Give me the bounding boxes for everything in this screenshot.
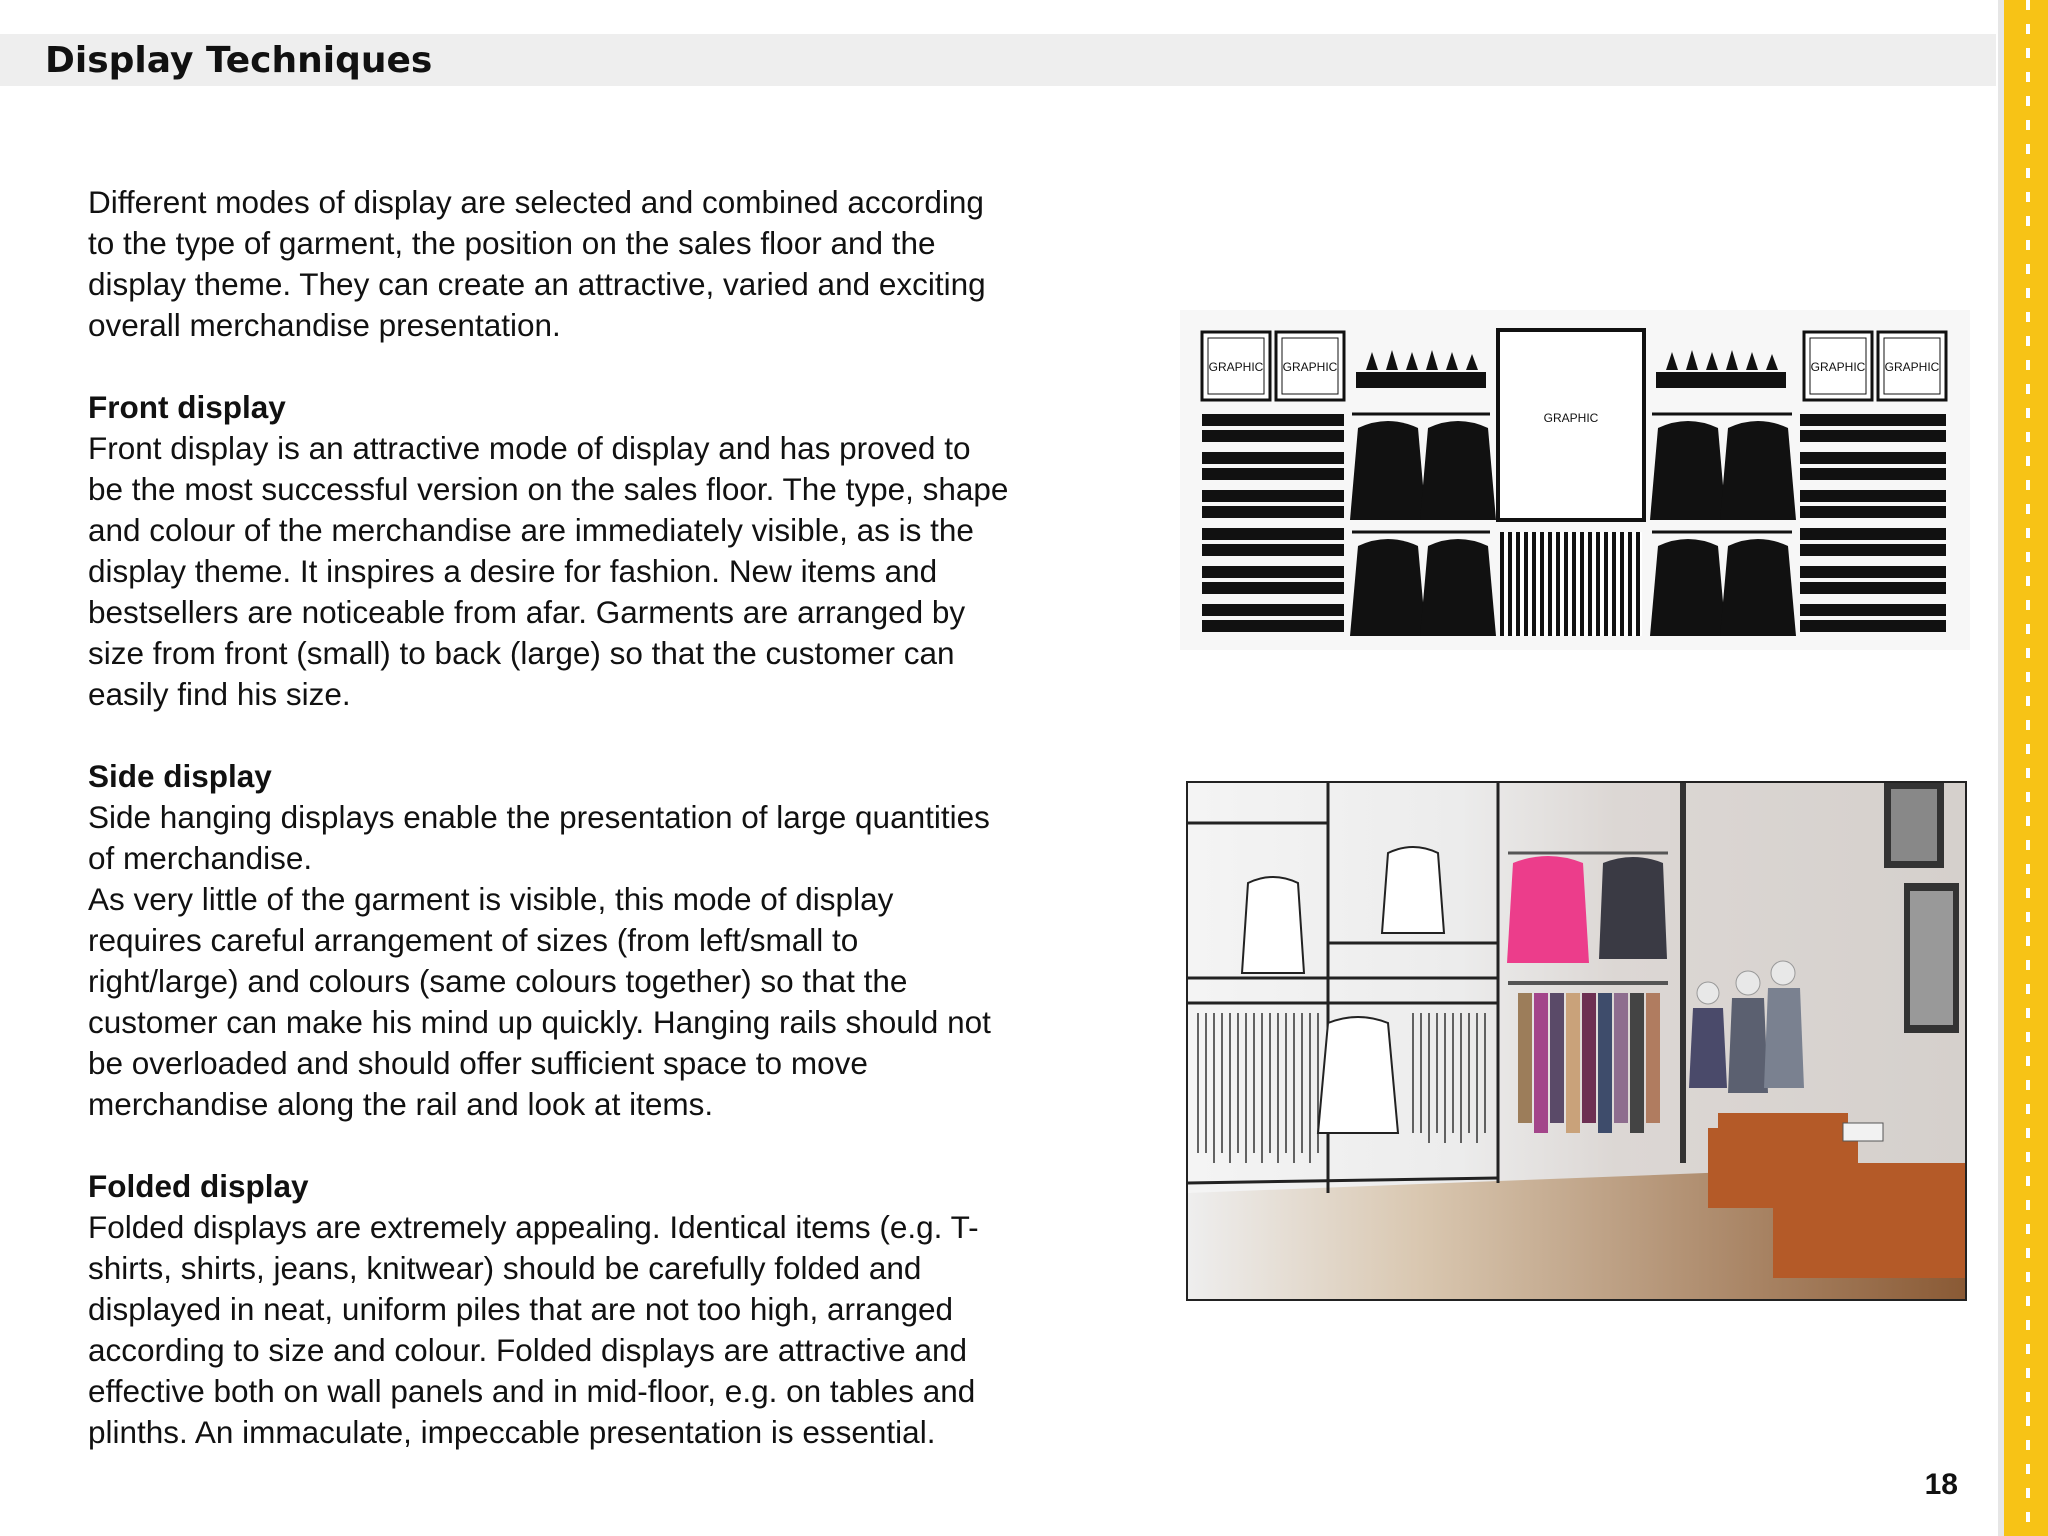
store-interior-image [1186, 781, 1967, 1301]
intro-line: display theme. They can create an attractive, varied and exciting [88, 266, 986, 302]
front-display-illustration [1180, 310, 1970, 650]
front-display-line: easily find his size. [88, 676, 351, 712]
side-display-line: Side hanging displays enable the presentation of large quantities [88, 799, 990, 835]
front-display-line: be the most successful version on the sales floor. The type, shape [88, 471, 1009, 507]
page-title: Display Techniques [45, 40, 433, 81]
stripe-dashes [2026, 0, 2030, 1536]
side-display-heading: Side display [88, 758, 272, 794]
graphic-label: GRAPHIC [1810, 360, 1866, 374]
front-display-line: display theme. It inspires a desire for fashion. New items and [88, 553, 938, 589]
side-display-line: right/large) and colours (same colours together) so that the [88, 963, 908, 999]
folded-display-line: shirts, shirts, jeans, knitwear) should be carefully folded and [88, 1250, 922, 1286]
side-display-line: As very little of the garment is visible, this mode of display [88, 881, 894, 917]
intro-line: Different modes of display are selected and combined according [88, 184, 984, 220]
side-display-line: requires careful arrangement of sizes (from left/small to [88, 922, 859, 958]
side-display-line: customer can make his mind up quickly. Hanging rails should not [88, 1004, 991, 1040]
folded-display-section [88, 1166, 1098, 1453]
front-display-line: bestsellers are noticeable from afar. Garments are arranged by [88, 594, 966, 630]
side-display-line: be overloaded and should offer sufficient space to move [88, 1045, 868, 1081]
folded-display-line: according to size and colour. Folded displays are attractive and [88, 1332, 968, 1368]
body-text [88, 182, 1098, 1494]
intro-line: overall merchandise presentation. [88, 307, 561, 343]
folded-display-heading: Folded display [88, 1168, 309, 1204]
intro-line: to the type of garment, the position on the sales floor and the [88, 225, 936, 261]
side-display-section [88, 756, 1098, 1125]
graphic-label: GRAPHIC [1208, 360, 1264, 374]
side-accent-stripe [1998, 0, 2048, 1536]
store-interior-drawing [1188, 783, 1965, 1299]
folded-display-line: displayed in neat, uniform piles that are not too high, arranged [88, 1291, 954, 1327]
graphic-label: GRAPHIC [1884, 360, 1940, 374]
front-display-line: and colour of the merchandise are immediately visible, as is the [88, 512, 974, 548]
folded-display-line: effective both on wall panels and in mid-floor, e.g. on tables and [88, 1373, 976, 1409]
front-display-line: size from front (small) to back (large) so that the customer can [88, 635, 955, 671]
folded-display-line: plinths. An immaculate, impeccable presentation is essential. [88, 1414, 936, 1450]
stripe-edge [1998, 0, 2004, 1536]
page-number: 18 [1924, 1468, 1958, 1501]
intro-paragraph [88, 182, 1098, 346]
front-display-line: Front display is an attractive mode of display and has proved to [88, 430, 971, 466]
graphic-label: GRAPHIC [1543, 411, 1599, 425]
front-display-drawing [1180, 310, 1970, 650]
folded-display-line: Folded displays are extremely appealing. Identical items (e.g. T- [88, 1209, 979, 1245]
side-display-line: of merchandise. [88, 840, 313, 876]
side-display-line: merchandise along the rail and look at items. [88, 1086, 714, 1122]
graphic-label: GRAPHIC [1282, 360, 1338, 374]
front-display-section [88, 387, 1098, 715]
front-display-heading: Front display [88, 389, 286, 425]
